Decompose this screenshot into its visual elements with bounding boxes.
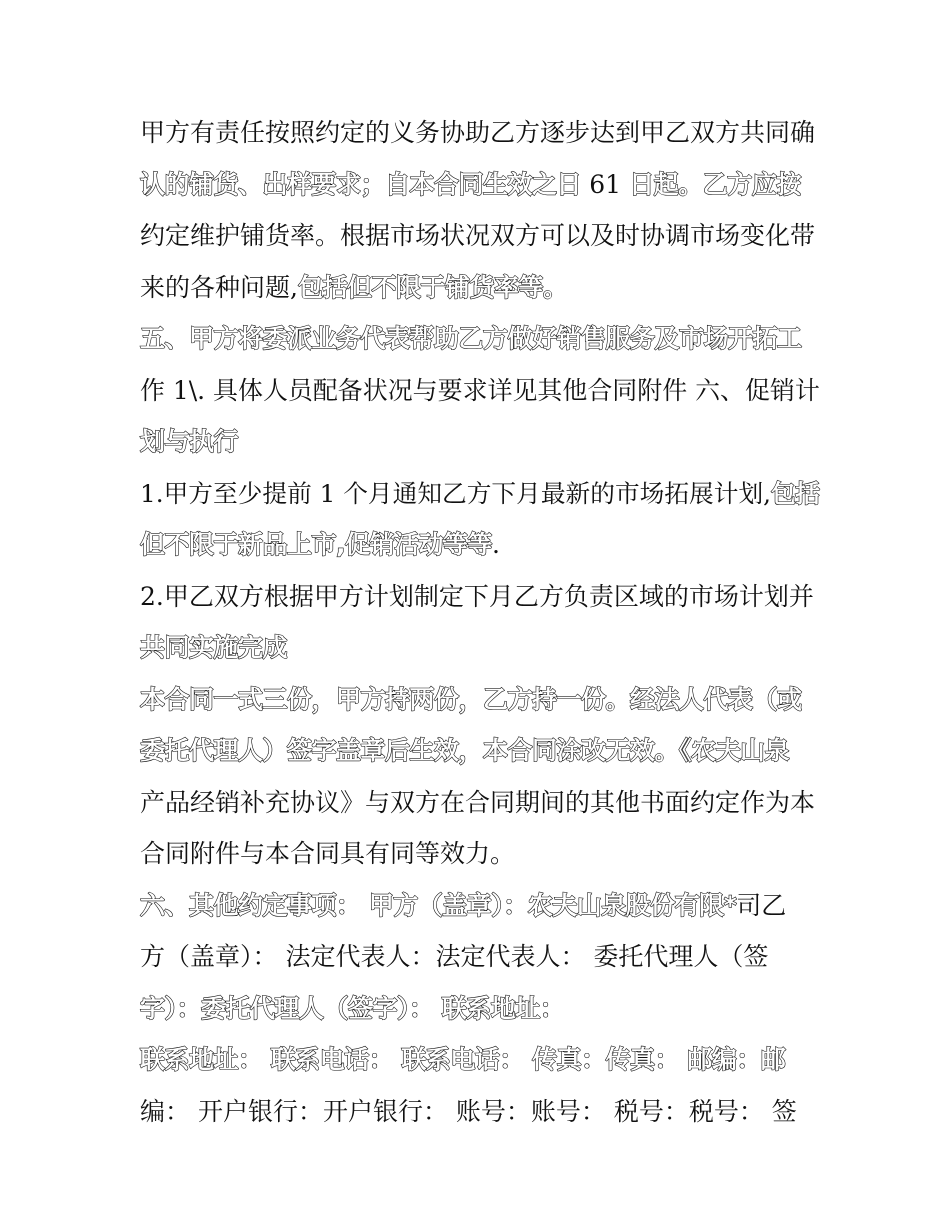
outlined-text-segment: 包括但不限于铺货率等。 xyxy=(297,272,568,302)
text-line xyxy=(140,1086,820,1138)
text-segment: 方（盖章）： 法定代表人：法定代表人： 委托代理人（签 xyxy=(140,942,769,971)
outlined-text-segment: 划与执行 xyxy=(140,427,239,456)
text-line xyxy=(140,1034,820,1086)
text-segment: 合同附件与本合同具有同等效力。 xyxy=(140,839,516,868)
outlined-text-segment: 委托代理人）签字盖章后生效，本合同涂改无效。《农夫山泉 xyxy=(140,736,790,765)
outlined-text-segment: 包括 xyxy=(771,478,820,508)
text-line xyxy=(140,828,820,880)
text-segment: 甲方有责任按照约定的义务协助乙方逐步达到甲乙双方共同确 xyxy=(140,118,816,147)
text-line xyxy=(140,107,820,159)
outlined-text-segment: 共同实施完成 xyxy=(140,633,288,662)
outlined-text-segment: 六、其他约定事项： 甲方（盖章）：农夫山泉股份有限* xyxy=(140,890,737,920)
text-line xyxy=(140,210,820,262)
text-segment: 来的各种问题, xyxy=(140,272,298,302)
text-line xyxy=(140,519,820,571)
outlined-text-segment: 但不限于新品上市,促销活动等等 xyxy=(140,530,492,559)
text-segment: . xyxy=(492,530,500,559)
text-line xyxy=(140,674,820,726)
text-segment: 约定维护铺货率。根据市场状况双方可以及时协调市场变化带 xyxy=(140,221,816,250)
text-line xyxy=(140,725,820,777)
text-line xyxy=(140,983,820,1035)
text-segment: 产品经销补充协议》与双方在合同期间的其他书面约定作为本 xyxy=(140,787,816,817)
text-line xyxy=(140,365,820,417)
text-line xyxy=(140,313,820,365)
text-segment: 编： 开户银行：开户银行： 账号：账号： 税号：税号： 签 xyxy=(140,1096,797,1126)
text-line xyxy=(140,931,820,983)
text-segment: 1.甲方至少提前 1 个月通知乙方下月最新的市场拓展计划, xyxy=(140,478,772,508)
text-segment: 作 1\. 具体人员配备状况与要求详见其他合同附件 六、促销计 xyxy=(140,375,820,405)
text-line xyxy=(140,777,820,829)
text-line xyxy=(140,880,820,932)
outlined-text-segment: 认的铺货、出样要求；自本合同生效之日 xyxy=(140,169,590,199)
text-line xyxy=(140,622,820,674)
outlined-text-segment: 联系地址： 联系电话： 联系电话： 传真：传真： 邮编：邮 xyxy=(140,1045,786,1074)
text-line xyxy=(140,571,820,623)
text-segment: 司乙 xyxy=(736,890,787,920)
outlined-text-segment: 日起。乙方应按 xyxy=(621,169,801,199)
text-line xyxy=(140,468,820,520)
contract-body-text xyxy=(140,107,820,1137)
text-segment: 2.甲乙双方根据甲方计划制定下月乙方负责区域的市场计划并 xyxy=(140,581,814,611)
text-line xyxy=(140,416,820,468)
text-line xyxy=(140,262,820,314)
text-segment: 61 xyxy=(589,169,622,199)
text-line xyxy=(140,159,820,211)
outlined-text-segment: 本合同一式三份，甲方持两份，乙方持一份。经法人代表（或 xyxy=(140,684,802,714)
outlined-text-segment: 字）：委托代理人（签字）： 联系地址： xyxy=(140,993,565,1023)
outlined-text-segment: 五、甲方将委派业务代表帮助乙方做好销售服务及市场开拓工 xyxy=(140,324,802,353)
